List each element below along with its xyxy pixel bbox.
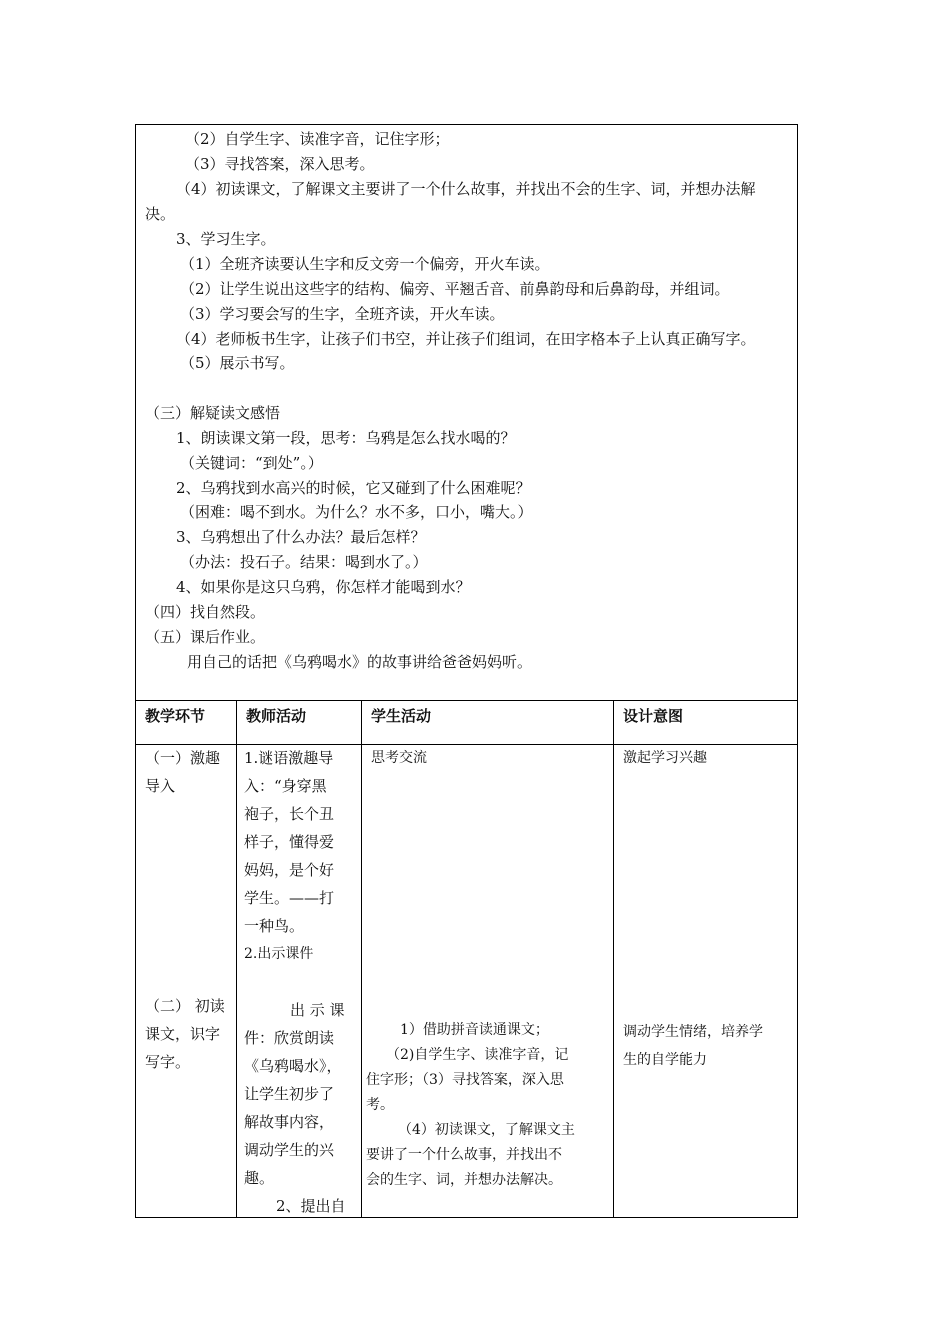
section-heading: （三）解疑读文感悟 xyxy=(145,404,281,422)
text-line: （办法：投石子。结果：喝到水了。） xyxy=(180,553,428,571)
header-stage: 教学环节 xyxy=(145,707,206,725)
text-line: 3、乌鸦想出了什么办法？最后怎样？ xyxy=(176,528,426,546)
section-heading: （五）课后作业。 xyxy=(145,628,266,646)
text-line: （1）全班齐读要认生字和反文旁一个偏旁，开火车读。 xyxy=(180,255,550,273)
header-design-intent: 设计意图 xyxy=(623,707,684,725)
column-divider xyxy=(613,700,614,1218)
text-line: 2、乌鸦找到水高兴的时候，它又碰到了什么困难呢？ xyxy=(176,479,531,497)
section-heading: （四）找自然段。 xyxy=(145,603,266,621)
student-cell: 思考交流 xyxy=(371,750,427,766)
text-line: （5）展示书写。 xyxy=(180,354,295,372)
intent-cell: 激起学习兴趣 xyxy=(623,750,707,766)
text-line: （4）初读课文，了解课文主要讲了一个什么故事，并找出不会的生字、词，并想办法解 xyxy=(176,180,756,198)
text-line: （关键词：“到处”。） xyxy=(180,454,323,472)
column-divider xyxy=(236,700,237,1218)
text-line: 4、如果你是这只乌鸦，你怎样才能喝到水？ xyxy=(176,578,471,596)
text-line: （2）自学生字、读准字音，记住字形； xyxy=(185,130,450,148)
stage-cell: （一）激趣 导入 xyxy=(145,749,221,795)
intent-cell: 调动学生情绪，培养学 生的自学能力 xyxy=(623,1024,763,1068)
student-cell: 1）借助拼音读通课文； （2)自学生字、读准字音，记 住字形；（3）寻找答案，深入思 考。 （4）初读课文，了解课文主 要讲了一个什么故事，并找出不 会的生字、词，并想办法解决。 xyxy=(366,1022,575,1188)
text-line: （3）寻找答案，深入思考。 xyxy=(185,155,375,173)
column-divider xyxy=(361,700,362,1218)
teacher-cell: 1.谜语激趣导 入：“身穿黑 袍子，长个丑 样子，懂得爱 妈妈，是个好 学生。——打 一种鸟。 2.出示课件 xyxy=(244,749,335,962)
text-line: （2）让学生说出这些字的结构、偏旁、平翘舌音、前鼻韵母和后鼻韵母，并组词。 xyxy=(180,280,730,298)
table-top-border xyxy=(135,700,798,701)
text-line: 决。 xyxy=(145,205,176,223)
text-line: （4）老师板书生字，让孩子们书空，并让孩子们组词，在田字格本子上认真正确写字。 xyxy=(176,330,756,348)
teacher-cell: 出 示 课 件：欣赏朗读 《乌鸦喝水》， 让学生初步了 解故事内容， 调动学生的兴 趣。 2、提出自 xyxy=(244,1001,346,1215)
text-line: （困难：喝不到水。为什么？水不多，口小，嘴大。） xyxy=(180,503,533,521)
header-teacher-activity: 教师活动 xyxy=(246,707,307,725)
text-line: （3）学习要会写的生字，全班齐读，开火车读。 xyxy=(180,305,505,323)
text-line: 用自己的话把《乌鸦喝水》的故事讲给爸爸妈妈听。 xyxy=(187,653,533,671)
stage-cell: （二） 初读 课文，识字 写字。 xyxy=(145,997,225,1071)
text-line: 3、学习生字。 xyxy=(176,230,276,248)
text-line: 1、朗读课文第一段，思考：乌鸦是怎么找水喝的？ xyxy=(176,429,516,447)
header-student-activity: 学生活动 xyxy=(371,707,432,725)
